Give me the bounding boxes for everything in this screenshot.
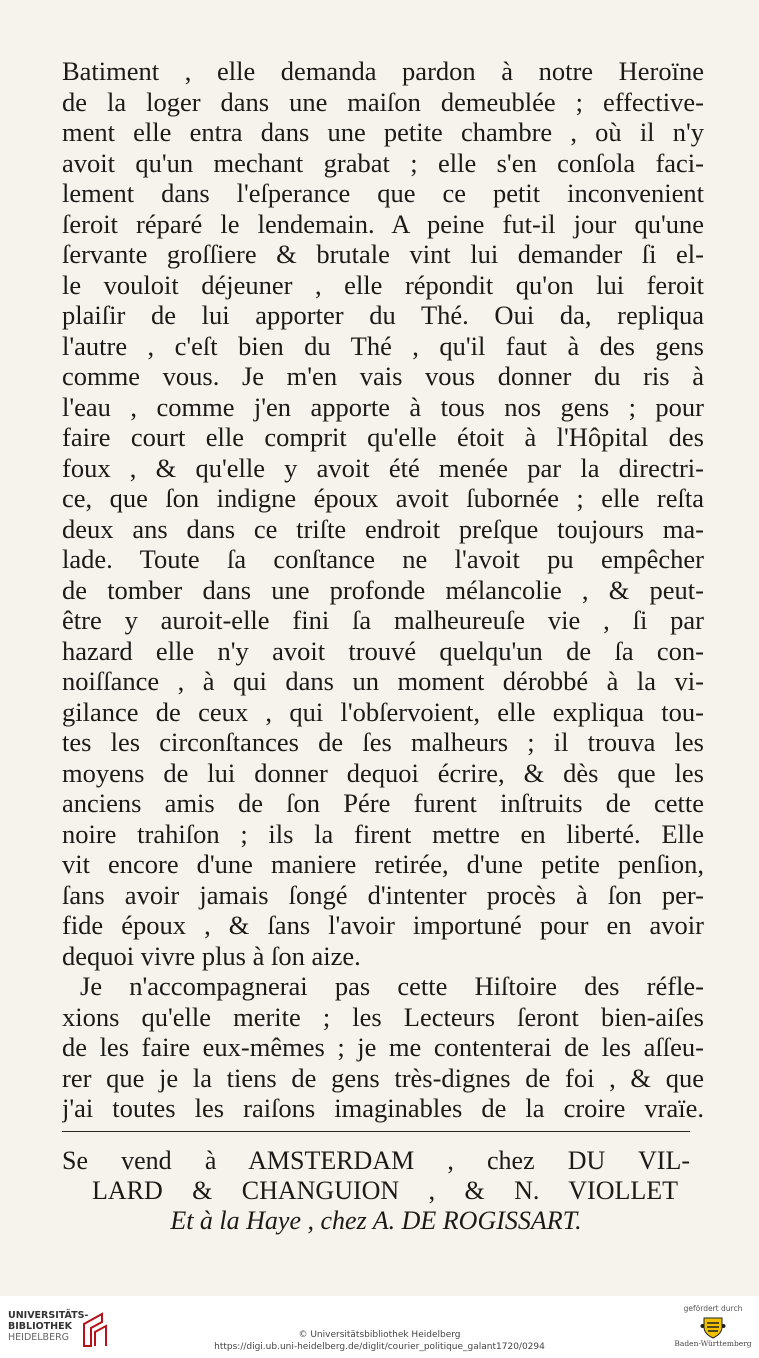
separator-rule xyxy=(62,1131,690,1132)
text-line: anciens amis de ſon Pére furent inſtruits de cette xyxy=(62,788,704,818)
imprint-line: Se vend à AMSTERDAM , chez DU VIL- xyxy=(62,1146,690,1175)
text-line: lement dans l'eſperance que ce petit inconvenient xyxy=(62,178,704,208)
text-line: ment elle entra dans une petite chambre , où il n'y xyxy=(62,117,704,147)
paragraph-start-line: Je n'accompagnerai pas cette Hiſtoire des réfle- xyxy=(80,971,704,1001)
text-line: fide époux , & ſans l'avoir importuné pour en avoir xyxy=(62,910,704,940)
text-line: tes les circonſtances de ſes malheurs ; il trouva les xyxy=(62,727,704,757)
text-line: foux , & qu'elle y avoit été menée par la directri- xyxy=(62,452,704,483)
text-block xyxy=(62,56,704,1124)
imprint xyxy=(62,1146,690,1236)
imprint-line: LARD & CHANGUION , & N. VIOLLET xyxy=(92,1176,678,1205)
coat-of-arms-icon xyxy=(700,1315,726,1339)
text-line: ce, que ſon indigne époux avoit ſubornée ; elle reſta xyxy=(62,483,704,513)
text-line: de la loger dans une maiſon demeublée ; effective- xyxy=(62,86,704,117)
text-line: hazard elle n'y avoit trouvé quelqu'un de ſa con- xyxy=(62,635,704,666)
text-line: rer que je la tiens de gens très-dignes de foi , & que xyxy=(62,1062,704,1093)
text-line: de tomber dans une profonde mélancolie , & peut- xyxy=(62,574,704,605)
text-line: de les faire eux-mêmes ; je me contenterai de les aſſeu- xyxy=(62,1032,704,1062)
imprint-line: Et à la Haye , chez A. DE ROGISSART. xyxy=(170,1206,582,1235)
text-line: j'ai toutes les raiſons imaginables de la croire vraïe. xyxy=(62,1093,704,1123)
logo-line: HEIDELBERG xyxy=(8,1332,70,1343)
text-line: être y auroit-elle fini ſa malheureuſe vie , ſi par xyxy=(62,605,704,635)
text-line: lade. Toute ſa conſtance ne l'avoit pu empêcher xyxy=(62,544,704,574)
text-line: gilance de ceux , qui l'obſervoient, elle expliqua tou- xyxy=(62,696,704,727)
funder-logo[interactable] xyxy=(673,1304,753,1356)
footer xyxy=(0,1296,759,1358)
funder-name: Baden-Württemberg xyxy=(674,1339,752,1348)
text-line: deux ans dans ce triſte endroit preſque toujours ma- xyxy=(62,513,704,544)
text-line: comme vous. Je m'en vais vous donner du ris à xyxy=(62,361,704,391)
text-line: ſervante groſſiere & brutale vint lui demander ſi el- xyxy=(62,239,704,269)
text-line: Batiment , elle demanda pardon à notre Heroïne xyxy=(62,56,704,86)
text-line: vit encore d'une maniere retirée, d'une petite penſion, xyxy=(62,849,704,879)
text-line: moyens de lui donner dequoi écrire, & dès que les xyxy=(62,757,704,788)
text-line: avoit qu'un mechant grabat ; elle s'en conſola faci- xyxy=(62,147,704,178)
text-line: noire trahiſon ; ils la firent mettre en liberté. Elle xyxy=(62,818,704,849)
copyright-text: © Universitätsbibliothek Heidelberg xyxy=(298,1330,461,1340)
logo-line: UNIVERSITÄTS- xyxy=(8,1310,89,1321)
text-line: faire court elle comprit qu'elle étoit à l'Hôpital des xyxy=(62,422,704,452)
source-url[interactable]: https://digi.ub.uni-heidelberg.de/diglit/courier_politique_galant1720/0294 xyxy=(214,1342,545,1352)
text-line: xions qu'elle merite ; les Lecteurs ſeront bien-aiſes xyxy=(62,1001,704,1032)
logo-line: BIBLIOTHEK xyxy=(8,1321,72,1332)
text-line: ſeroit réparé le lendemain. A peine fut-il jour qu'une xyxy=(62,208,704,239)
funder-label: gefördert durch xyxy=(683,1304,743,1313)
text-line: noiſſance , à qui dans un moment dérobbé à la vi- xyxy=(62,666,704,696)
text-line: l'autre , c'eſt bien du Thé , qu'il faut à des gens xyxy=(62,330,704,361)
paragraph-end-line: dequoi vivre plus à ſon aize. xyxy=(62,940,361,971)
text-line: le vouloit déjeuner , elle répondit qu'on lui feroit xyxy=(62,269,704,300)
text-line: ſans avoir jamais ſongé d'intenter procès à ſon per- xyxy=(62,879,704,910)
text-line: l'eau , comme j'en apporte à tous nos gens ; pour xyxy=(62,391,704,422)
text-line: plaiſir de lui apporter du Thé. Oui da, repliqua xyxy=(62,300,704,330)
